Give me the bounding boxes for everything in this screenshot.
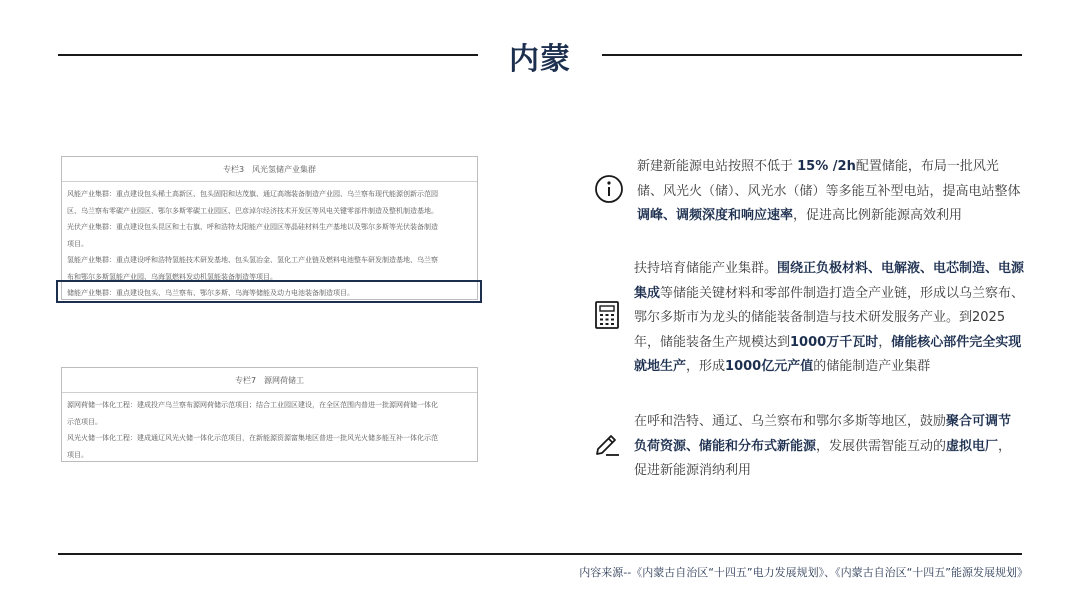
emphasis-text: 围绕正负极材料、电解液、电芯制造、电源集成: [634, 261, 1025, 301]
box-body: [62, 393, 477, 463]
body-text: 的储能制造产业集群: [813, 359, 931, 374]
body-text: 扶持培育储能产业集群。: [634, 261, 778, 276]
source-note: 内容来源--《内蒙古自治区“十四五”电力发展规划》、《内蒙古自治区“十四五”能源发展规划》: [579, 566, 1028, 579]
box-line: 示范项目。: [67, 417, 102, 426]
column-box-wind-solar-hydrogen-storage: [61, 156, 478, 300]
header-rule-right: [602, 54, 1022, 56]
body-text: 在呼和浩特、通辽、乌兰察布和鄂尔多斯等地区，鼓励: [634, 414, 947, 429]
box-line: 项目。: [67, 450, 88, 459]
body-text: ，促进高比例新能源高效利用: [793, 208, 963, 223]
emphasis-text: 调峰、调频深度和响应速率: [637, 208, 794, 223]
footer-rule: [58, 553, 1022, 555]
highlight-frame: [56, 280, 482, 303]
emphasis-text: 1000万千瓦时: [790, 334, 879, 350]
emphasis-text: 储能核心部件完全实现就地生产: [634, 334, 1022, 374]
body-text: 新建新能源电站按照不低于: [637, 159, 798, 174]
column-box-source-grid-load-storage: [61, 367, 478, 462]
point-storage-industry-cluster: [634, 257, 1026, 380]
box-title: 专栏7 源网荷储工: [62, 368, 477, 393]
edit-pencil-icon: [593, 428, 623, 462]
info-icon: [594, 174, 624, 208]
emphasis-text: 聚合可调节负荷资源、储能和分布式新能源: [634, 414, 1012, 454]
body-text: ，: [878, 334, 892, 350]
point-virtual-power-plant: [634, 410, 1019, 484]
box-line: 氢能产业集群：重点建设呼和浩特氢能技术研发基地、包头氢冶金、氢化工产业链及燃料电池整车研发制造基地、乌兰察: [67, 256, 438, 264]
box-line: 风能产业集群：重点建设包头稀土高新区、包头固阳和达茂旗、通辽高端装备制造产业园、乌兰察布现代能源创新示范园: [67, 190, 438, 198]
box-line: 区、乌兰察布零碳产业园区、鄂尔多斯零碳工业园区、巴彦淖尔经济技术开发区等风电关键零部件制造及整机制造基地。: [67, 206, 438, 215]
box-line: 项目。: [67, 239, 88, 248]
box-line: 源网荷储一体化工程：建成投产乌兰察布源网荷储示范项目；结合工业园区建设，在全区范围内普进一批源网荷储一体化: [67, 401, 438, 409]
body-text: ，发展供需智能互动的: [816, 438, 947, 454]
page-title: 内蒙: [509, 42, 571, 77]
body-text: 配置储能，布局一批风光储、风光火（储）、风光水（储）等多能互补型电站，提高电站整体: [637, 159, 1021, 199]
box-line: 风光火储一体化工程：建成通辽风光火储一体化示范项目，在新能源资源富集地区普进一批风光火储多能互补一体化示范: [67, 434, 438, 442]
calculator-icon: [594, 300, 620, 334]
body-text: ，促进新能源消纳利用: [634, 438, 1012, 478]
body-text: 等储能关键材料和零部件制造打造全产业链，形成以乌兰察布、鄂尔多斯市为龙头的储能装备制造与技术研发服务产业。到2025年，储能装备生产规模达到: [634, 285, 1025, 350]
body-text: ，形成: [686, 359, 726, 374]
box-line: 布和鄂尔多斯氢能产业园、乌海氢燃料发动机氢能装备制造等项目。: [67, 272, 277, 281]
box-title: 专栏3 风光氢储产业集群: [62, 157, 477, 182]
emphasis-text: 虚拟电厂: [946, 438, 999, 454]
emphasis-text: 15% /2h: [797, 159, 856, 174]
emphasis-text: 1000亿元产值: [725, 359, 814, 374]
header-rule-left: [58, 54, 478, 56]
point-storage-config: [637, 155, 1022, 229]
box-line: 光伏产业集群：重点建设包头昆区和土右旗、呼和浩特太阳能产业园区等晶硅材料生产基地以及鄂尔多斯等光伏装备制造: [67, 223, 438, 231]
box-line: 储能产业集群：重点建设包头、乌兰察布、鄂尔多斯、乌海等储能及动力电池装备制造项目。: [67, 289, 354, 297]
